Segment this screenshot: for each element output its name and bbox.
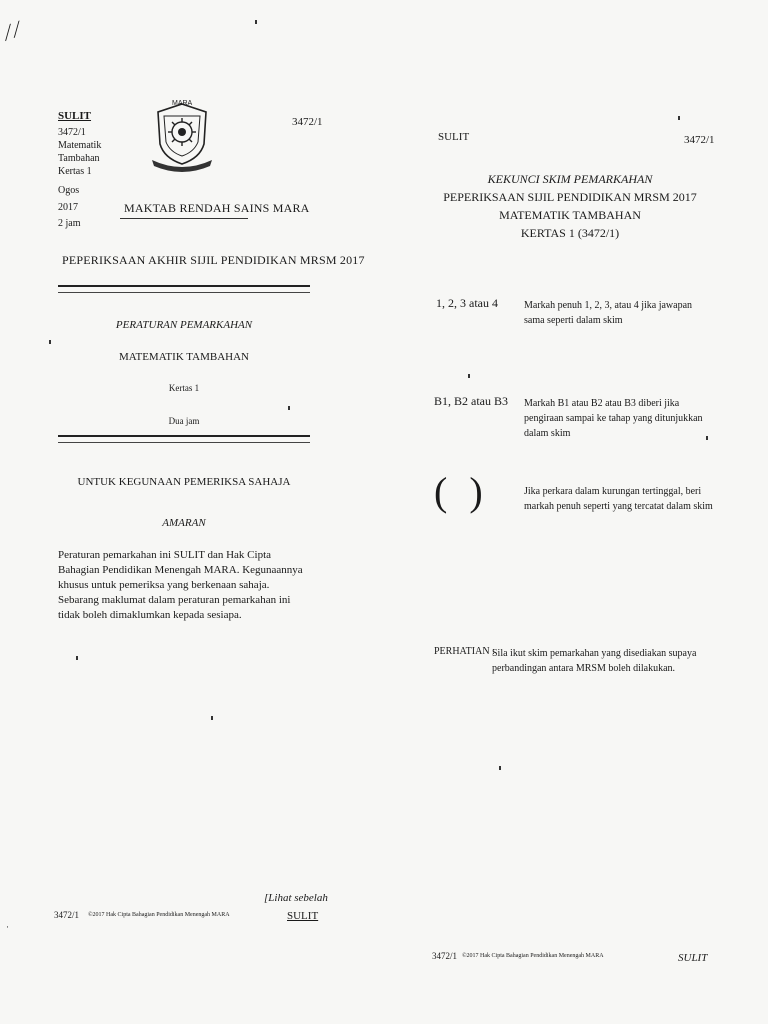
key-description: Markah B1 atau B2 atau B3 diberi jika pengiraan sampai ke tahap yang ditunjukkan dalam skim [524,398,703,439]
pen-mark: ⁄ ⁄ [1,16,23,45]
speck [468,374,470,378]
right-footer-copyright: ©2017 Hak Cipta Bahagian Pendidikan Menengah MARA [462,953,604,959]
key-description: Jika perkara dalam kurungan tertinggal, beri markah penuh seperti yang tercatat dalam skim [524,486,713,512]
right-header-sulit: SULIT [438,131,470,143]
header-month: Ogos [58,185,80,196]
note-label: PERHATIAN : [434,646,495,657]
subject-title: MATEMATIK TAMBAHAN [118,351,249,363]
speck [678,116,680,120]
speck [76,656,78,660]
left-footer-sulit: SULIT [287,910,319,922]
top-double-rule [58,285,310,293]
key-label: 1, 2, 3 atau 4 [436,296,498,310]
footer-next-page: [Lihat sebelah [264,892,328,904]
header-paper: Kertas 1 [58,166,92,177]
title-line-1: KEKUNCI SKIM PEMARKAHAN [487,172,653,186]
right-footer-sulit: SULIT [678,952,708,964]
doc-title: PERATURAN PEMARKAHAN [115,319,253,331]
duration-label: Dua jam [168,416,200,426]
header-subject-2: Tambahan [58,153,100,164]
warning-title: AMARAN [162,517,206,529]
key-label: B1, B2 atau B3 [434,394,508,408]
note-text: Sila ikut skim pemarkahan yang disediakan supaya perbandingan antara MRSM boleh dilakukan. [492,648,697,674]
key-label: ( ) [434,469,489,514]
speck [49,340,51,344]
margin-mark: · [6,922,9,932]
speck [255,20,257,24]
right-page [384,0,768,1024]
speck [706,436,708,440]
speck [211,716,213,720]
speck [499,766,501,770]
right-footer-code: 3472/1 [432,951,458,961]
title-line-3: MATEMATIK TAMBAHAN [499,208,641,222]
crest-label: MARA [172,100,193,107]
header-subject-1: Matematik [58,140,102,151]
warning-text: Peraturan pemarkahan ini SULIT dan Hak Cipta Bahagian Pendidikan Menengah MARA. Kegunaannya khusus untuk pemeriksa yang berkenaan sahaja. Sebarang maklumat dalam peraturan pemarkahan ini tidak boleh dimaklumkan kepada sesiapa. [58,549,303,621]
header-sulit: SULIT [58,110,92,122]
school-underline [120,218,248,219]
header-duration: 2 jam [58,218,81,229]
mrsm-crest-icon [150,100,214,172]
right-header-code: 3472/1 [684,134,715,146]
for-examiner-label: UNTUK KEGUNAAN PEMERIKSA SAHAJA [77,476,291,488]
header-year: 2017 [58,202,78,213]
school-name: MAKTAB RENDAH SAINS MARA [124,201,310,215]
left-footer-copyright: ©2017 Hak Cipta Bahagian Pendidikan Menengah MARA [88,912,230,918]
header-code: 3472/1 [58,127,86,138]
exam-title: PEPERIKSAAN AKHIR SIJIL PENDIDIKAN MRSM 2017 [62,253,365,267]
code-top-right: 3472/1 [292,116,323,128]
title-line-4: KERTAS 1 (3472/1) [520,226,620,240]
speck [288,406,290,410]
paper-label: Kertas 1 [168,383,200,393]
key-description: Markah penuh 1, 2, 3, atau 4 jika jawapan sama seperti dalam skim [524,300,693,326]
title-line-2: PEPERIKSAAN SIJIL PENDIDIKAN MRSM 2017 [443,190,697,204]
left-footer-code: 3472/1 [54,910,80,920]
bottom-double-rule [58,435,310,443]
